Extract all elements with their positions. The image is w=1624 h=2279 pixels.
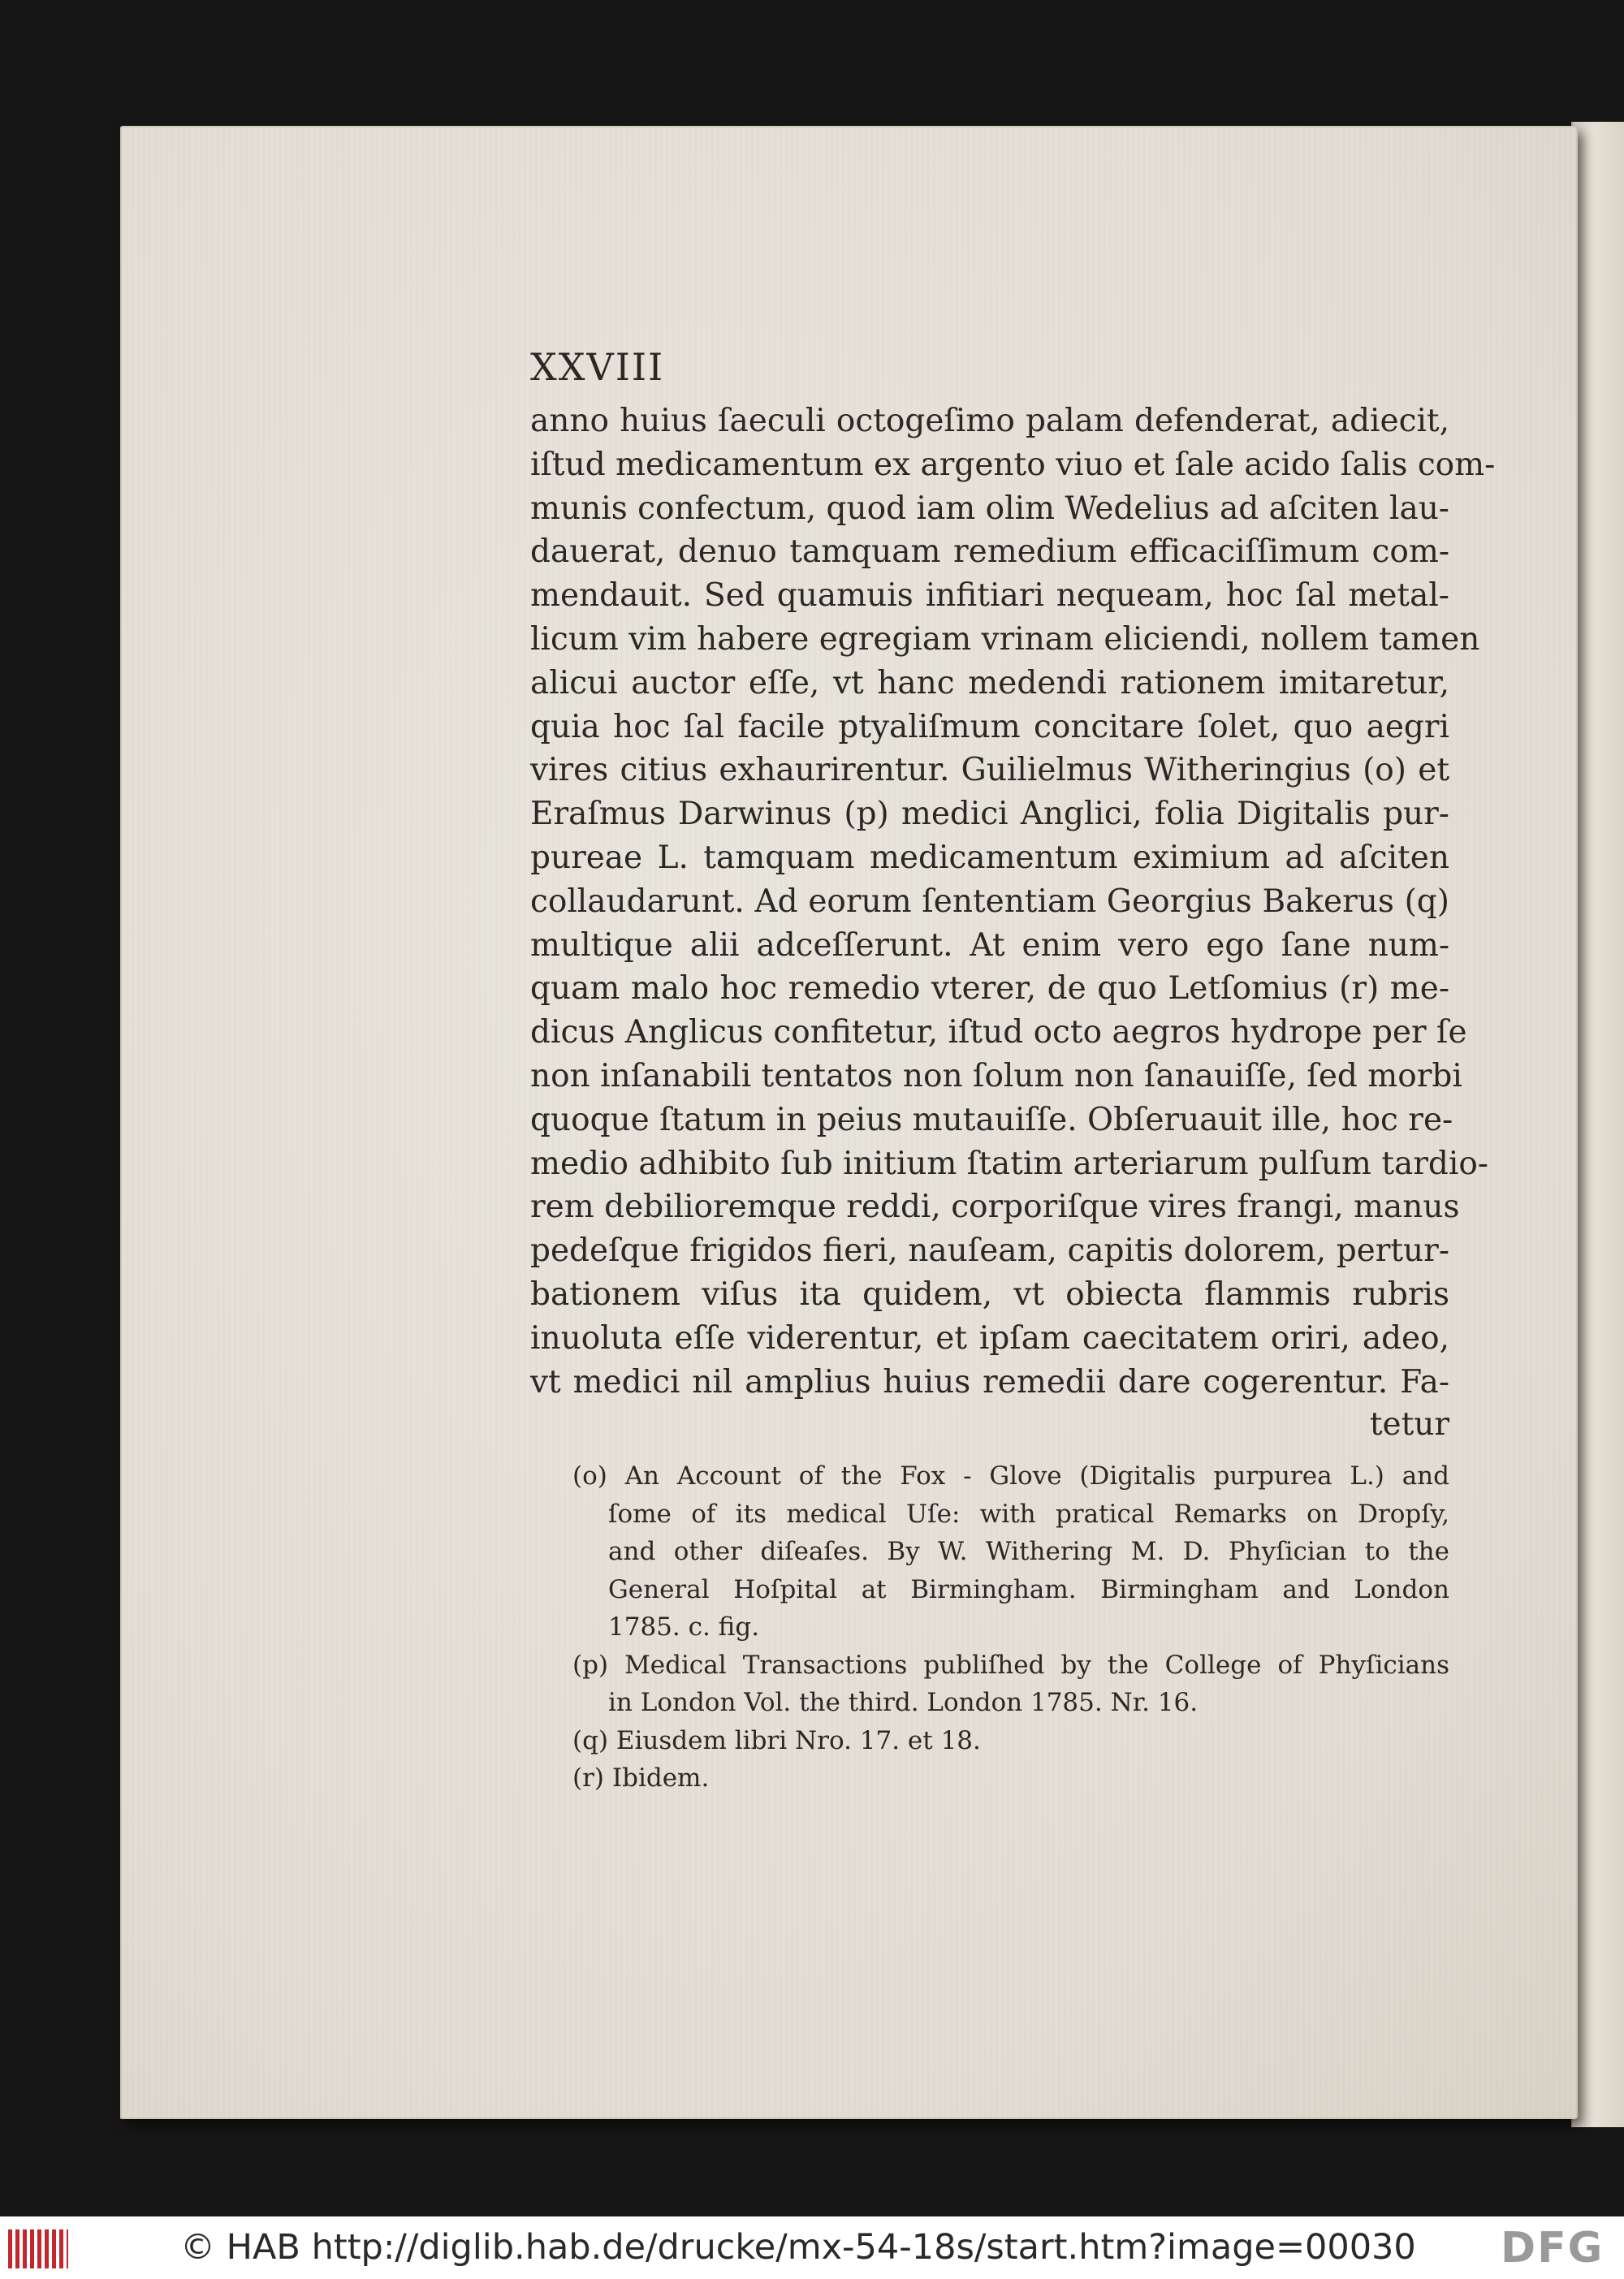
body-line: multique alii adceſſerunt. At enim vero ego ſane num- <box>530 926 1449 964</box>
body-line: medio adhibito ſub initium ſtatim arteriarum pulſum tardio- <box>530 1145 1488 1182</box>
body-line: quia hoc ſal facile ptyaliſmum concitare ſolet, quo aegri <box>530 708 1449 745</box>
footnote-line: and other diſeaſes. By W. Withering M. D. Phyſician to the <box>608 1537 1449 1567</box>
hab-barcode-logo-icon <box>8 2229 68 2268</box>
body-line: pureae L. tamquam medicamentum eximium ad aſciten <box>530 839 1449 876</box>
copyright-link[interactable]: © HAB http://diglib.hab.de/drucke/mx-54-18s/start.htm?image=00030 <box>180 2227 1416 2268</box>
footnote-line: (p) Medical Transactions publiſhed by the College of Phyſicians <box>572 1650 1449 1680</box>
body-line: collaudarunt. Ad eorum ſententiam Georgius Bakerus (q) <box>530 883 1449 920</box>
footnote-q <box>530 1722 1449 1760</box>
body-line: Eraſmus Darwinus (p) medici Anglici, folia Digitalis pur- <box>530 796 1449 833</box>
footnote-line: ſome of its medical Uſe: with pratical Remarks on Dropſy, <box>608 1499 1449 1529</box>
body-line: non inſanabili tentatos non ſolum non ſanauiſſe, ſed morbi <box>530 1057 1462 1094</box>
footnote-line: (q) Eiusdem libri Nro. 17. et 18. <box>572 1725 981 1755</box>
footnote-line: (o) An Account of the Fox - Glove (Digitalis purpurea L.) and <box>572 1461 1449 1491</box>
next-page-edge <box>1571 122 1624 2127</box>
footnote-line: General Hoſpital at Birmingham. Birmingham and London <box>608 1574 1449 1604</box>
body-line: anno huius ſaeculi octogeſimo palam defenderat, adiecit, <box>530 403 1449 439</box>
body-line: licum vim habere egregiam vrinam eliciendi, nollem tamen <box>530 620 1480 658</box>
footnote-line: 1785. c. fig. <box>608 1612 760 1642</box>
body-line: inuoluta eſſe viderentur, et ipſam caecitatem oriri, adeo, <box>530 1319 1449 1357</box>
body-text <box>530 399 1496 1404</box>
body-line: iſtud medicamentum ex argento viuo et ſale acido ſalis com- <box>530 446 1496 483</box>
body-line: pedeſque frigidos fieri, nauſeam, capitis dolorem, pertur- <box>530 1232 1449 1270</box>
body-line: munis confectum, quod iam olim Wedelius ad aſciten lau- <box>530 490 1449 527</box>
body-line: bationem viſus ita quidem, vt obiecta flammis rubris <box>530 1275 1449 1313</box>
dfg-logo: DFG <box>1501 2224 1605 2273</box>
page-number: XXVIII <box>530 345 665 389</box>
footnotes <box>530 1457 1449 1798</box>
body-line: rem debilioremque reddi, corporiſque vires frangi, manus <box>530 1189 1460 1226</box>
body-line: dauerat, denuo tamquam remedium efficaciſſimum com- <box>530 533 1449 571</box>
footnote-line: (r) Ibidem. <box>572 1763 710 1793</box>
viewer-footer <box>0 2216 1624 2279</box>
footnote-r <box>530 1759 1449 1798</box>
body-line: alicui auctor eſſe, vt hanc medendi rationem imitaretur, <box>530 664 1449 701</box>
footnote-line: in London Vol. the third. London 1785. Nr. 16. <box>608 1688 1199 1718</box>
body-line: vt medici nil amplius huius remedii dare cogerentur. Fa- <box>530 1363 1449 1401</box>
body-line: mendauit. Sed quamuis infitiari nequeam, hoc ſal metal- <box>530 577 1449 615</box>
footnote-o <box>530 1457 1449 1647</box>
body-line: dicus Anglicus confitetur, iſtud octo aegros hydrope per ſe <box>530 1014 1467 1051</box>
body-line: quam malo hoc remedio vterer, de quo Letſomius (r) me- <box>530 970 1449 1008</box>
body-line: vires citius exhaurirentur. Guilielmus Witheringius (o) et <box>530 752 1449 789</box>
body-line: quoque ſtatum in peius mutauiſſe. Obſeruauit ille, hoc re- <box>530 1101 1453 1138</box>
catchword: tetur <box>1369 1406 1449 1444</box>
footnote-p <box>530 1647 1449 1722</box>
page-text-block <box>530 339 1496 1798</box>
